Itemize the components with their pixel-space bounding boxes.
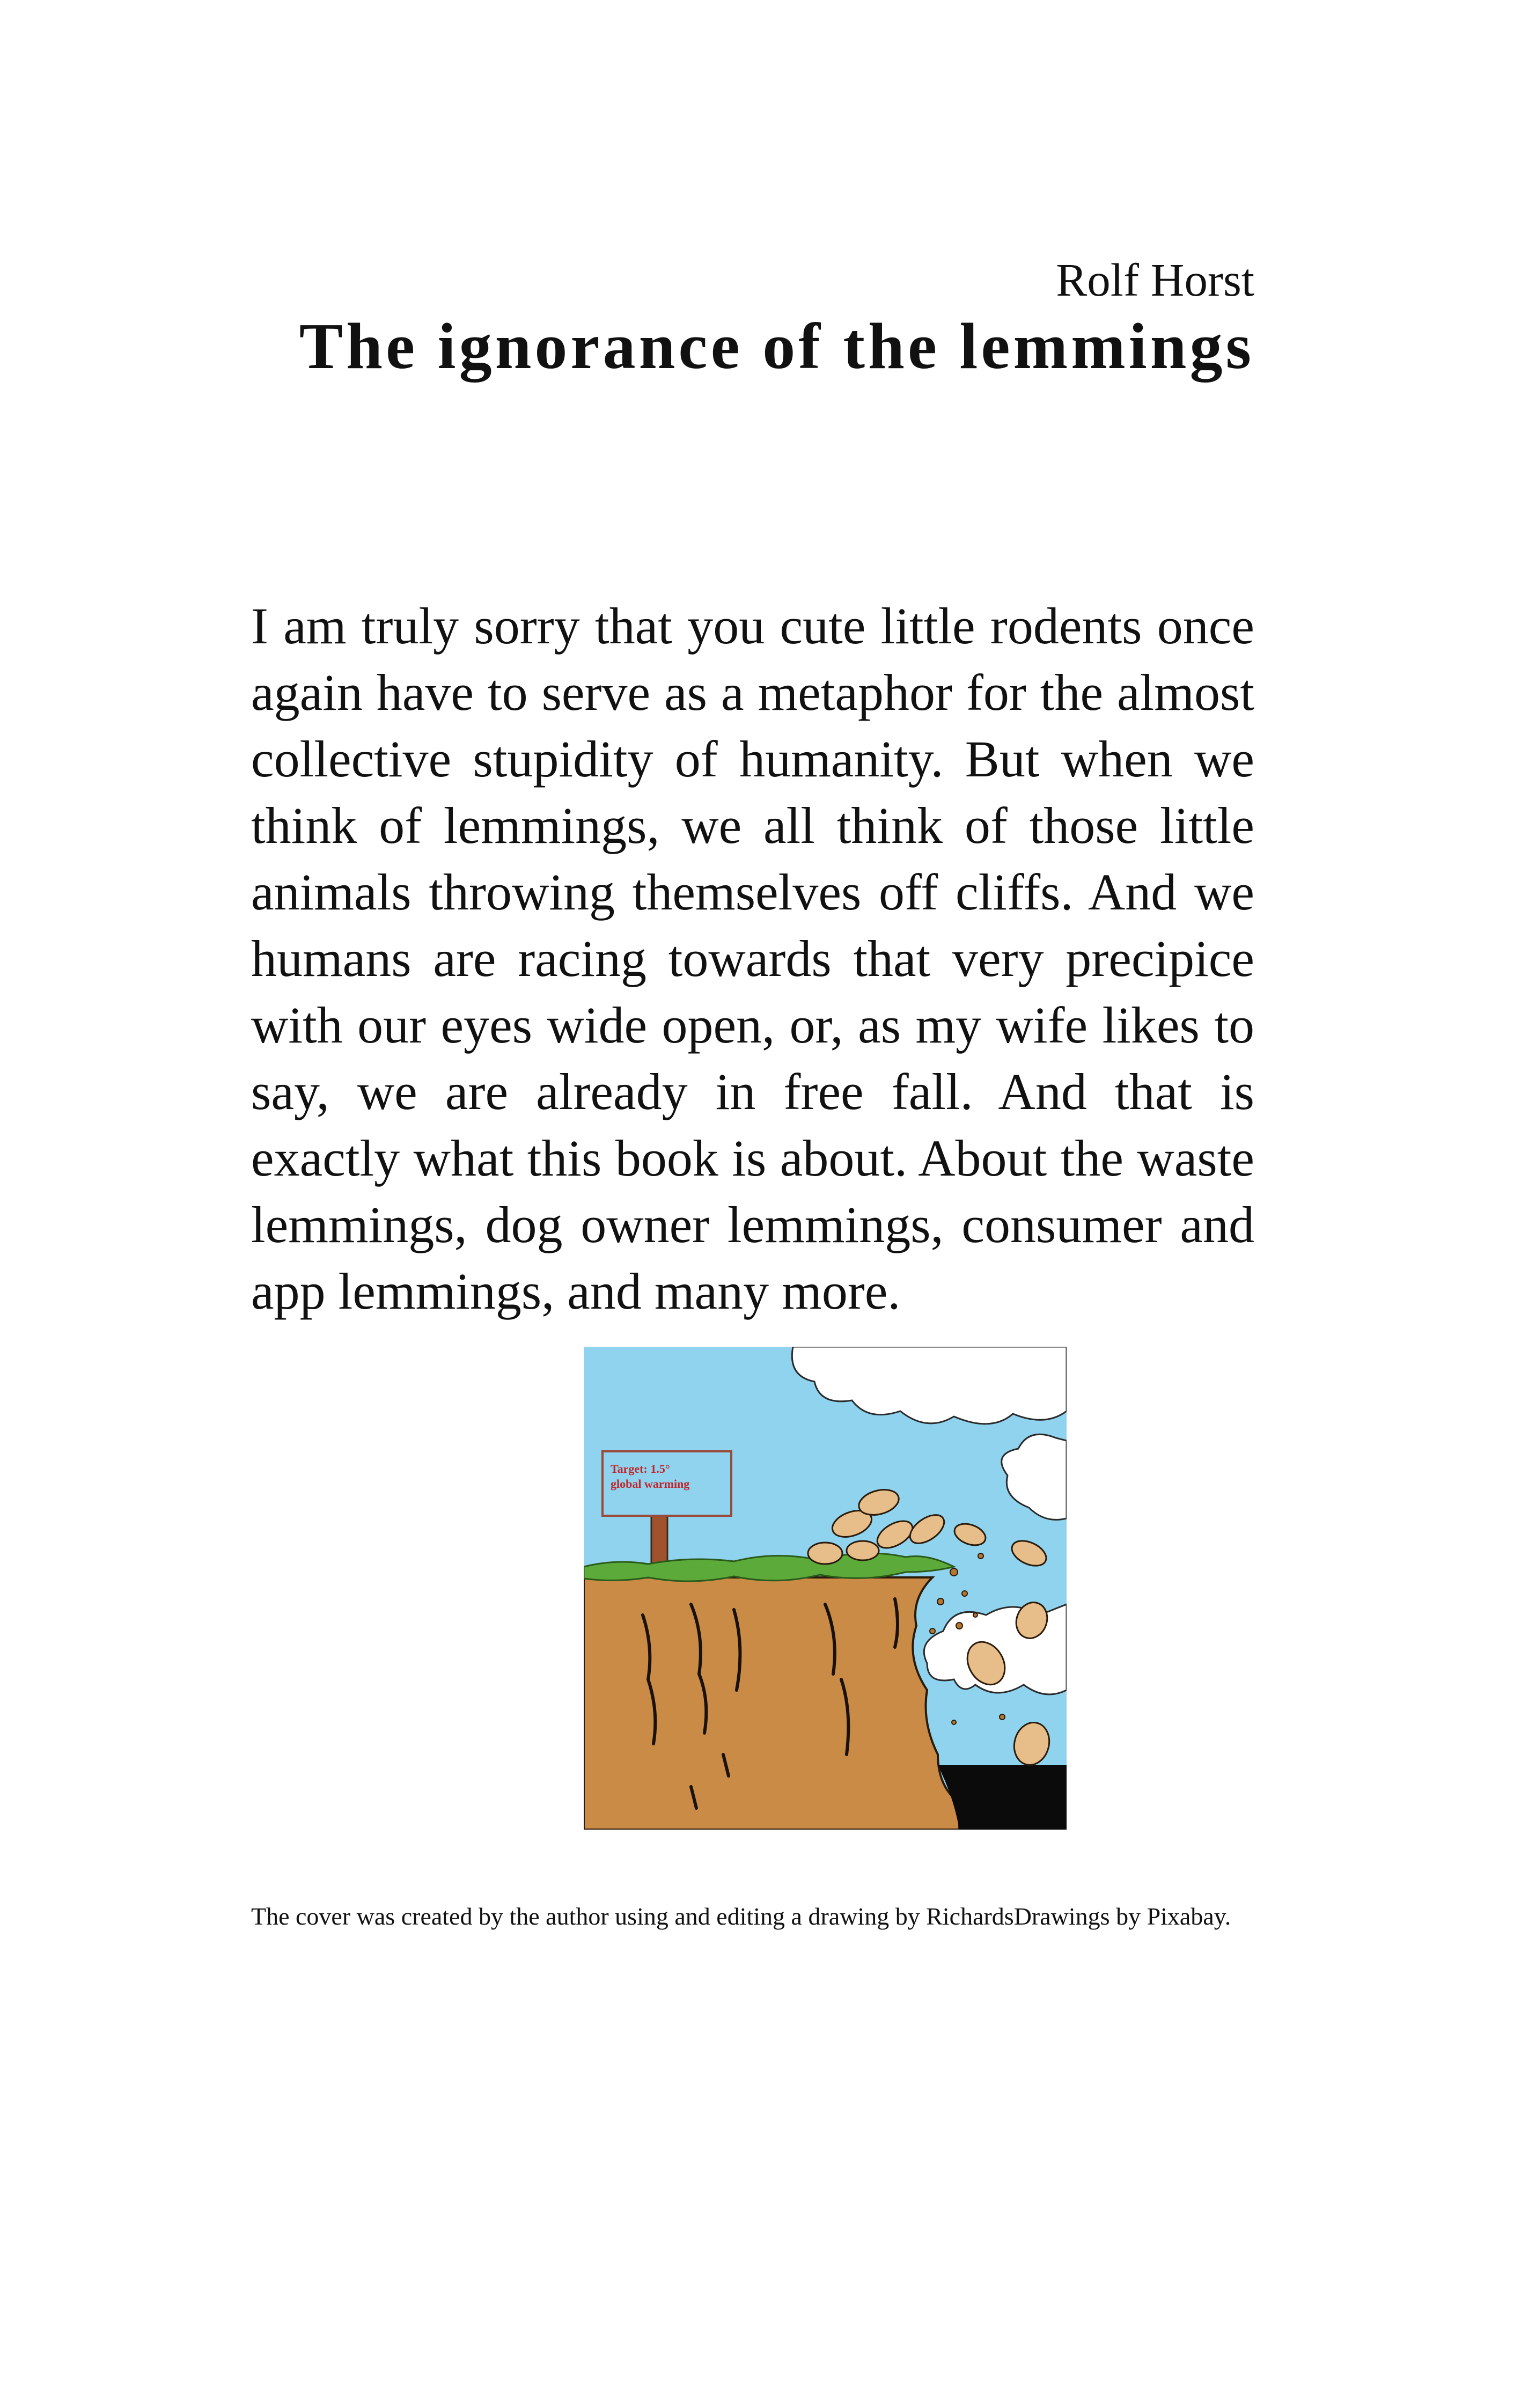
cliff <box>584 1577 959 1830</box>
lemming <box>847 1541 879 1560</box>
sign-line-2: global warming <box>611 1477 690 1491</box>
cover-credit: The cover was created by the author using and editing a drawing by RichardsDrawings by Pixabay. <box>251 1903 1231 1930</box>
sign-line-1: Target: 1.5° <box>611 1462 670 1475</box>
cover-illustration <box>584 1347 1067 1830</box>
lemming <box>808 1543 842 1564</box>
blurb-paragraph: I am truly sorry that you cute little rodents once again have to serve as a metaphor for the almost collective stupidity of humanity. But when we think of lemmings, we all think of those little animals throwing themselves off cliffs. And we humans are racing towards that very precipice with our eyes wide open, or, as my wife likes to say, we are already in free fall. And that is exactly what this book is about. About the waste lemmings, dog owner lemmings, consumer and app lemmings, and many more. <box>251 597 1254 1320</box>
book-title: The ignorance of the lemmings <box>299 310 1254 383</box>
author-name: Rolf Horst <box>1056 254 1254 306</box>
